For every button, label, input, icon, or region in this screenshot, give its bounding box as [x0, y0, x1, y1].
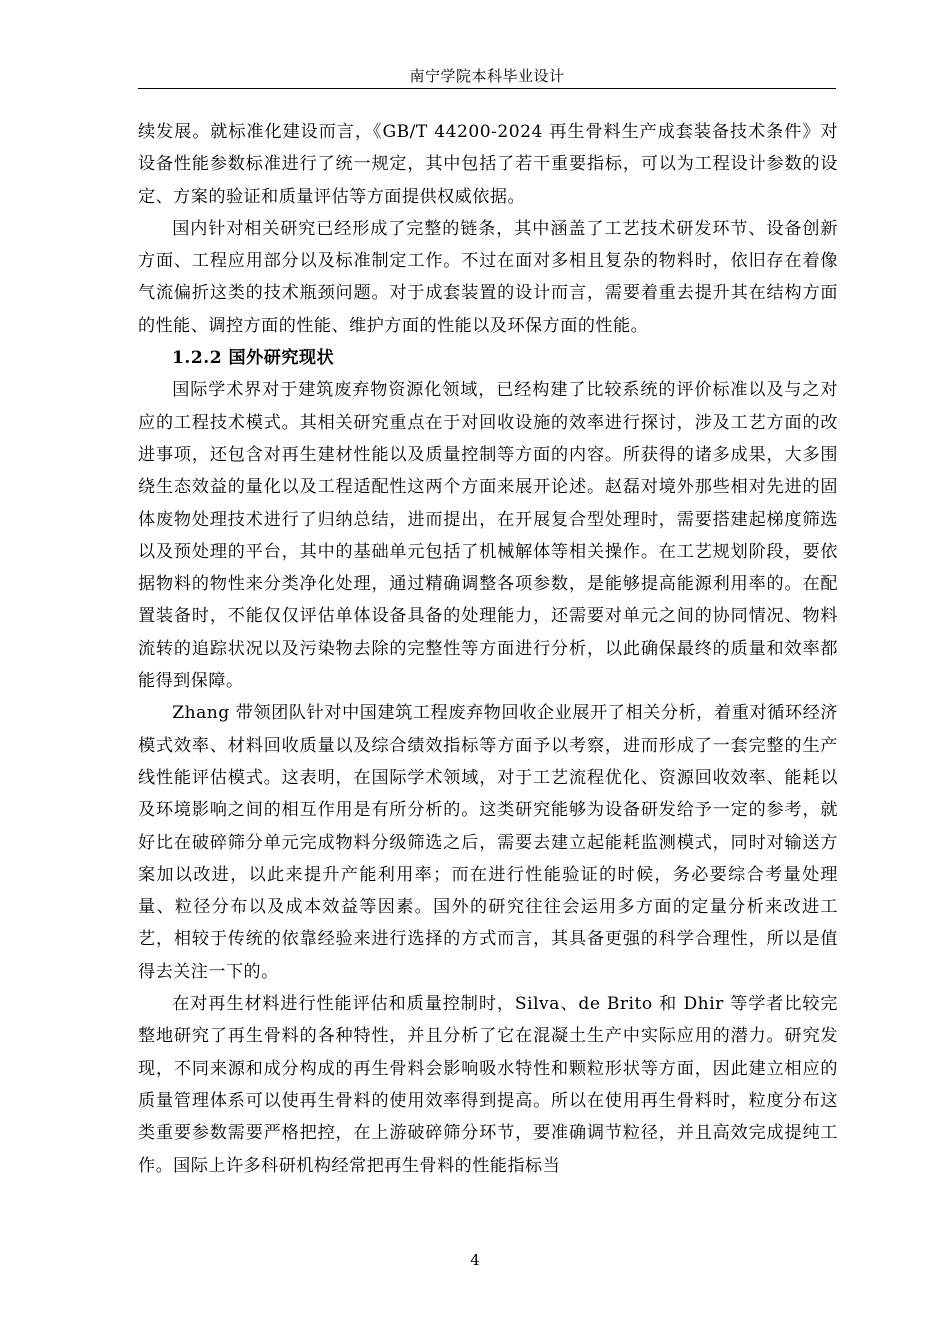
paragraph-foreign-overview: 国际学术界对于建筑废弃物资源化领域，已经构建了比较系统的评价标准以及与之对应的工程技术模式。其相关研究重点在于对回收设施的效率进行探讨，涉及工艺方面的改进事项，还包含对再生建材性能以及质量控制等方面的内容。所获得的诸多成果，大多围绕生态效益的量化以及工程适配性这两个方面来展开论述。赵磊对境外那些相对先进的固体废物处理技术进行了归纳总结，进而提出，在开展复合型处理时，需要搭建起梯度筛选以及预处理的平台，其中的基础单元包括了机械解体等相关操作。在工艺规划阶段，要依据物料的物性来分类净化处理，通过精确调整各项参数，是能够提高能源利用率的。在配置装备时，不能仅仅评估单体设备具备的处理能力，还需要对单元之间的协同情况、物料流转的追踪状况以及污染物去除的完整性等方面进行分析，以此确保最终的质量和效率都能得到保障。	[138, 380, 838, 692]
paragraph-continuation: 续发展。就标准化建设而言，《GB/T 44200-2024 再生骨料生产成套装备技术条件》对设备性能参数标准进行了统一规定，其中包括了若干重要指标，可以为工程设计参数的设定、方案的验证和质量评估等方面提供权威依据。	[138, 122, 838, 207]
page-number: 4	[470, 1251, 480, 1269]
section-heading: 1.2.2 国外研究现状	[172, 348, 335, 369]
page-header	[138, 64, 836, 89]
paragraph-silva-study: 在对再生材料进行性能评估和质量控制时，Silva、de Brito 和 Dhir 等学者比较完整地研究了再生骨料的各种特性，并且分析了它在混凝土生产中实际应用的潜力。研究发现，不同来源和成分构成的再生骨料会影响吸水特性和颗粒形状等方面，因此建立相应的质量管理体系可以使再生骨料的使用效率得到提高。所以在使用再生骨料时，粒度分布这类重要参数需要严格把控，在上游破碎筛分环节，要准确调节粒径，并且高效完成提纯工作。国际上许多科研机构经常把再生骨料的性能指标当	[138, 994, 838, 1176]
paragraph-domestic-summary: 国内针对相关研究已经形成了完整的链条，其中涵盖了工艺技术研发环节、设备创新方面、工程应用部分以及标准制定工作。不过在面对多相且复杂的物料时，依旧存在着像气流偏折这类的技术瓶颈问题。对于成套装置的设计而言，需要着重去提升其在结构方面的性能、调控方面的性能、维护方面的性能以及环保方面的性能。	[138, 218, 838, 336]
document-body	[138, 116, 838, 1182]
header-title: 南宁学院本科毕业设计	[409, 67, 565, 85]
paragraph-zhang-study: Zhang 带领团队针对中国建筑工程废弃物回收企业展开了相关分析，着重对循环经济模式效率、材料回收质量以及综合绩效指标等方面予以考察，进而形成了一套完整的生产线性能评估模式。这表明，在国际学术领域，对于工艺流程优化、资源回收效率、能耗以及环境影响之间的相互作用是有所分析的。这类研究能够为设备研发给予一定的参考，就好比在破碎筛分单元完成物料分级筛选之后，需要去建立起能耗监测模式，同时对输送方案加以改进，以此来提升产能利用率；而在进行性能验证的时候，务必要综合考量处理量、粒径分布以及成本效益等因素。国外的研究往往会运用多方面的定量分析来改进工艺，相较于传统的依靠经验来进行选择的方式而言，其具备更强的科学合理性，所以是值得去关注一下的。	[138, 703, 838, 982]
